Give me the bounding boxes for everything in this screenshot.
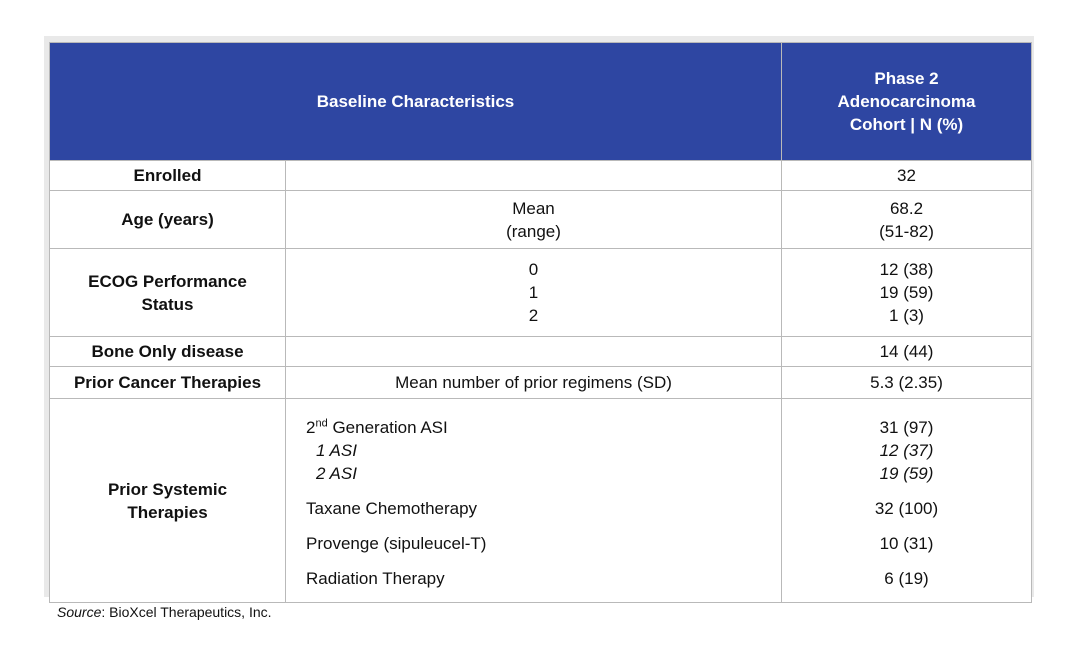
table-frame (44, 36, 1034, 597)
header-cohort-line2: Adenocarcinoma (837, 92, 976, 111)
asi-2-label: 2 ASI (316, 464, 357, 483)
row-label-enrolled: Enrolled (50, 161, 286, 191)
row-value-prior-cancer: 5.3 (2.35) (782, 367, 1032, 399)
row-desc-ecog (286, 249, 782, 337)
age-desc-mean: Mean (512, 198, 555, 218)
header-baseline-characteristics: Baseline Characteristics (50, 43, 782, 161)
row-label-ecog (50, 249, 286, 337)
row-label-bone-only: Bone Only disease (50, 337, 286, 367)
table-row-prior-cancer (50, 367, 1032, 399)
baseline-characteristics-table (49, 42, 1032, 603)
taxane-value: 32 (100) (874, 499, 939, 518)
source-prefix: Source (57, 604, 102, 620)
row-desc-age (286, 191, 782, 249)
ecog-level-1: 1 (528, 283, 539, 302)
ecog-value-0: 12 (38) (879, 260, 934, 279)
age-value-mean: 68.2 (889, 198, 924, 218)
asi-1-value: 12 (37) (879, 441, 934, 460)
ecog-value-2: 1 (3) (889, 306, 924, 325)
asi-1-label: 1 ASI (316, 441, 357, 460)
header-row (50, 43, 1032, 161)
asi-2-value: 19 (59) (879, 464, 934, 483)
row-value-enrolled: 32 (782, 161, 1032, 191)
provenge-value: 10 (31) (879, 534, 934, 553)
asi-value: 31 (97) (879, 418, 934, 437)
asi-label: 2nd Generation ASI (306, 417, 448, 437)
source-text: : BioXcel Therapeutics, Inc. (101, 604, 272, 620)
radiation-label: Radiation Therapy (306, 569, 445, 588)
ecog-level-2: 2 (528, 306, 539, 325)
row-label-prior-systemic (50, 399, 286, 603)
row-desc-prior-cancer: Mean number of prior regimens (SD) (286, 367, 782, 399)
row-value-prior-systemic (782, 399, 1032, 603)
row-desc-prior-systemic (286, 399, 782, 603)
ecog-label-line2: Status (141, 294, 194, 314)
header-cohort-line1: Phase 2 (874, 69, 939, 88)
age-desc-range: (range) (506, 221, 561, 241)
row-desc-bone-only (286, 337, 782, 367)
row-value-ecog (782, 249, 1032, 337)
provenge-label: Provenge (sipuleucel-T) (306, 534, 487, 553)
row-label-age: Age (years) (50, 191, 286, 249)
row-desc-enrolled (286, 161, 782, 191)
ecog-label-line1: ECOG Performance (88, 271, 247, 291)
table-row-prior-systemic (50, 399, 1032, 603)
table-row-bone-only (50, 337, 1032, 367)
taxane-label: Taxane Chemotherapy (306, 499, 478, 518)
systemic-label-line1: Prior Systemic (107, 479, 228, 499)
source-note (57, 604, 272, 620)
ecog-level-0: 0 (528, 260, 539, 279)
row-label-prior-cancer: Prior Cancer Therapies (50, 367, 286, 399)
header-cohort (782, 43, 1032, 161)
table-row-enrolled (50, 161, 1032, 191)
radiation-value: 6 (19) (884, 569, 929, 588)
ecog-value-1: 19 (59) (879, 283, 934, 302)
row-value-bone-only: 14 (44) (782, 337, 1032, 367)
table-row-ecog (50, 249, 1032, 337)
row-value-age (782, 191, 1032, 249)
header-cohort-line3: Cohort | N (%) (849, 115, 964, 134)
age-value-range: (51-82) (879, 221, 934, 241)
table-row-age (50, 191, 1032, 249)
systemic-label-line2: Therapies (127, 502, 208, 522)
